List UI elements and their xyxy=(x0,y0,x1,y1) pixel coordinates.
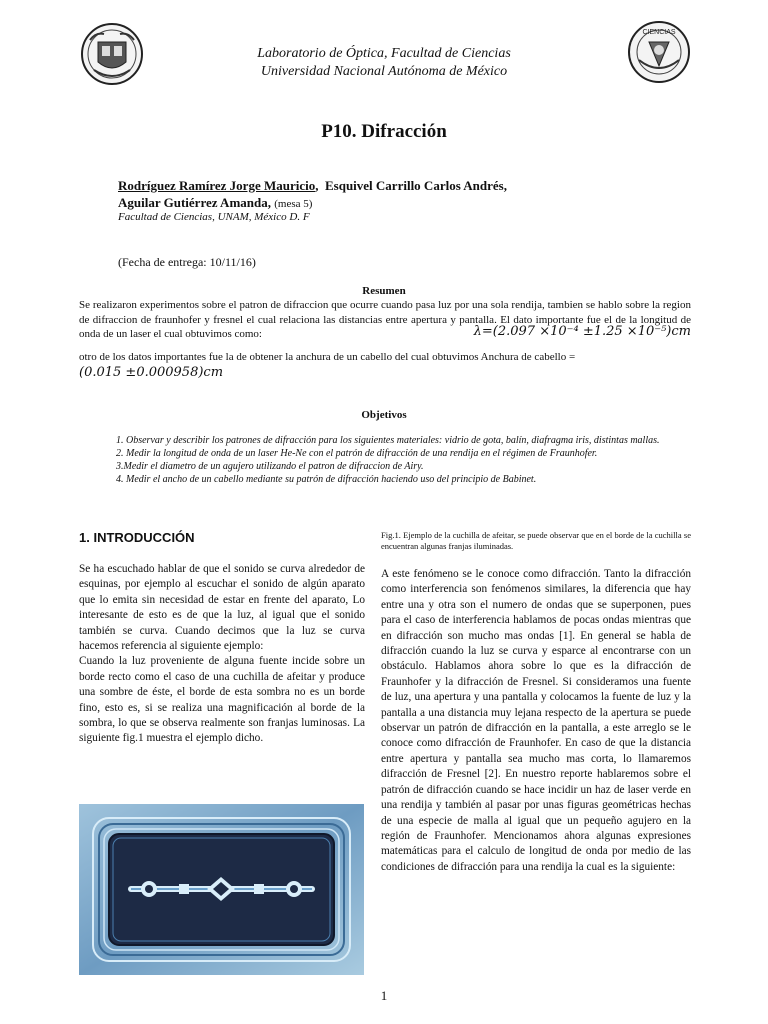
delivery-date: (Fecha de entrega: 10/11/16) xyxy=(118,255,256,269)
introduction-heading: 1. INTRODUCCIÓN xyxy=(79,530,195,545)
objectives-heading: Objetivos xyxy=(361,409,407,421)
objective-item: 3.Medir el diametro de un agujero utilizando el patron de difraccion de Airy. xyxy=(116,461,424,472)
author-2: Esquivel Carrillo Carlos Andrés, xyxy=(324,178,507,193)
objective-item: 4. Medir el ancho de un cabello mediante su patrón de difracción haciendo uso del principio de Babinet. xyxy=(116,474,537,485)
mesa-label: (mesa 5) xyxy=(274,198,313,210)
wavelength-equation: λ=(2.097 ×10⁻⁴ ±1.25 ×10⁻⁵)cm xyxy=(473,324,691,339)
intro-right-column xyxy=(381,567,691,875)
objective-item: 1. Observar y describir los patrones de difracción para los siguientes materiales: vidrio de gota, balín, diafragma iris, distintas mallas. xyxy=(116,435,660,446)
intro-left-column xyxy=(79,562,365,747)
seal-text: CIENCIAS xyxy=(642,29,676,36)
razor-blade-diffraction-image xyxy=(79,804,364,975)
objective-item: 2. Medir la longitud de onda de un laser He-Ne con el patrón de difracción de una rendija en el régimen de Fraunhofer. xyxy=(116,448,598,459)
abstract-text-1: Se realizaron experimentos sobre el patron de difraccion que ocurre cuando pasa luz por una sola rendija, tambien se hablo sobre la region de difraccion de fraunhofer y fresnel el cual relaciona las distancias entre apertura y pantalla. El dato importante fue el de la longitud de onda de un laser el cual obtuvimos como: xyxy=(79,299,691,340)
abstract-text-2: otro de los datos importantes fue la de obtener la anchura de un cabello del cual obtuvimos Anchura de cabello = xyxy=(79,351,576,363)
intro-paragraph-1: Se ha escuchado hablar de que el sonido se curva alrededor de esquinas, por ejemplo al escuchar el sonido de algún aparato que lo emita sin necesidad de estar en frente del aparato, Lo interesante de esto es de que la luz, al igual que el sonido también se curva. Cuando decimos que la luz se curva hacemos referencia al siguiente ejemplo: xyxy=(79,563,365,653)
abstract-body xyxy=(79,298,691,342)
author-1: Rodríguez Ramírez Jorge Mauricio xyxy=(118,178,316,193)
institution-header xyxy=(0,45,768,81)
abstract-body-2 xyxy=(79,350,691,380)
institution-line-1: Laboratorio de Óptica, Facultad de Ciencias xyxy=(257,46,511,61)
author-block: Rodríguez Ramírez Jorge Mauricio, Esquivel Carrillo Carlos Andrés, Aguilar Gutiérrez Amanda, (mesa 5) xyxy=(118,178,507,210)
paper-title: P10. Difracción xyxy=(321,121,447,142)
institution-line-2: Universidad Nacional Autónoma de México xyxy=(260,64,508,79)
author-3: Aguilar Gutiérrez Amanda, xyxy=(118,195,271,210)
hair-width-equation: (0.015 ±0.000958)cm xyxy=(79,364,224,380)
affiliation: Facultad de Ciencias, UNAM, México D. F xyxy=(118,211,310,223)
figure-caption: Fig.1. Ejemplo de la cuchilla de afeitar, se puede observar que en el borde de la cuchilla se encuentran algunas franjas iluminadas. xyxy=(381,530,691,551)
intro-paragraph-3: A este fenómeno se le conoce como difracción. Tanto la difracción como interferencia son fenómenos similares, la diferencia que hay entre una y otra son el numero de ondas que se superponen, pues para el caso de interferencia hablamos de pocas ondas mientras que en difracción son mucho mas ondas [1]. En general se habla de difracción cuando la luz se curva y esparce al encontrarse con un obstáculo. Hablamos ahora sobre lo que es la difracción de Fraunhofer y la difracción de Fresnel. Si consideramos una fuente de luz, una apertura y una pantalla y colocamos la fuente de luz y la pantalla a una distancia muy lejana respecto de la apertura se puede observar un patrón de difracción en la pantalla, a este arreglo se le conoce como difracción de Fraunhofer. En caso de que la distancia entre apertura y pantalla sea mucho mas corta, lo llamaremos difracción de Fresnel [2]. En nuestro reporte hablaremos sobre el patrón de difracción cuando se hace incidir un haz de laser verde en una rendija y también al pasar por unas figuras geométricas hechas de una especie de malla al igual que un pequeño agujero en la región de Fraunhofer. Mencionamos ahora algunas expresiones matemáticas para el calculo de longitud de onda por medio de las condiciones de difracción para una rendija la cual es la siguiente: xyxy=(381,568,691,873)
objectives-list xyxy=(116,434,691,486)
page-number: 1 xyxy=(380,988,388,1003)
abstract-heading: Resumen xyxy=(362,285,406,297)
intro-paragraph-2: Cuando la luz proveniente de alguna fuente incide sobre un borde recto como el caso de una cuchilla de afeitar y produce una sombre de éste, el borde de esta sombra no es un borde fino, esto es, si se realiza una magnificación al borde de la sombra, lo que se observa realmente son franjas luminosas. La siguiente fig.1 muestra el ejemplo dicho. xyxy=(79,655,365,745)
